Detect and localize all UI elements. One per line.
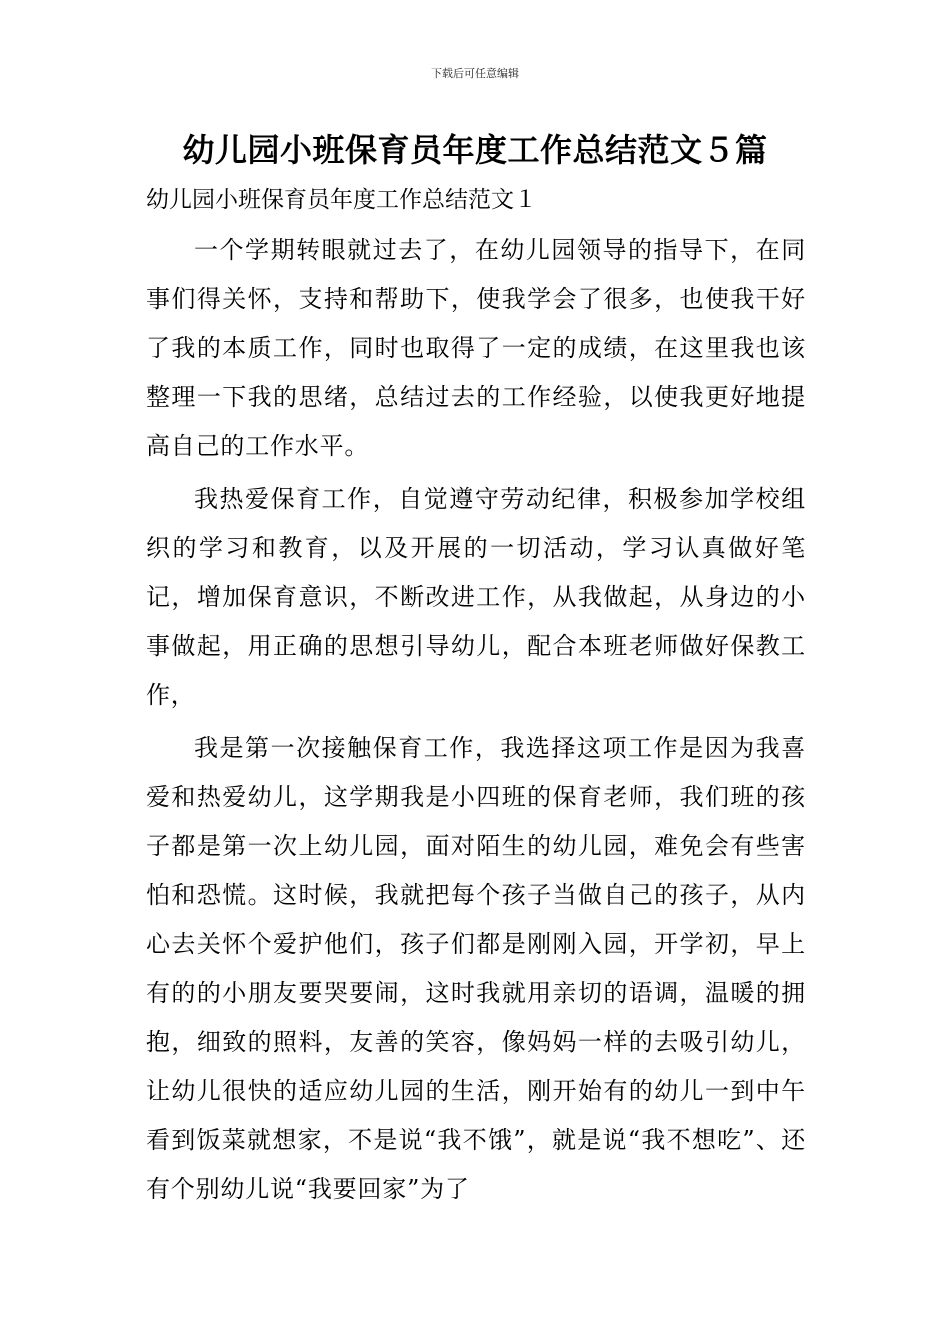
section-subtitle: 幼儿园小班保育员年度工作总结范文１: [146, 187, 537, 213]
paragraph-2: 我热爱保育工作，自觉遵守劳动纪律，积极参加学校组织的学习和教育，以及开展的一切活动，学习认真做好笔记，增加保育意识，不断改进工作，从我做起，从身边的小事做起，用正确的思想引导幼儿，配合本班老师做好保教工作，: [146, 485, 806, 709]
paragraph-3: 我是第一次接触保育工作，我选择这项工作是因为我喜爱和热爱幼儿，这学期我是小四班的保育老师，我们班的孩子都是第一次上幼儿园，面对陌生的幼儿园，难免会有些害怕和恐慌。这时候，我就把每个孩子当做自己的孩子，从内心去关怀个爱护他们，孩子们都是刚刚入园，开学初，早上有的的小朋友要哭要闹，这时我就用亲切的语调，温暖的拥抱，细致的照料，友善的笑容，像妈妈一样的去吸引幼儿，让幼儿很快的适应幼儿园的生活，刚开始有的幼儿一到中午看到饭菜就想家，不是说“我不饿”，就是说“我不想吃”、还有个别幼儿说“我要回家”为了: [146, 734, 806, 1203]
header-note: 下载后可任意编辑: [431, 67, 519, 80]
document-body: [146, 226, 806, 1218]
document-title: 幼儿园小班保育员年度工作总结范文５篇: [182, 131, 768, 169]
paragraph-1: 一个学期转眼就过去了，在幼儿园领导的指导下，在同事们得关怀，支持和帮助下，使我学会了很多，也使我干好了我的本质工作，同时也取得了一定的成绩，在这里我也该整理一下我的思绪，总结过去的工作经验，以使我更好地提高自己的工作水平。: [146, 236, 806, 460]
